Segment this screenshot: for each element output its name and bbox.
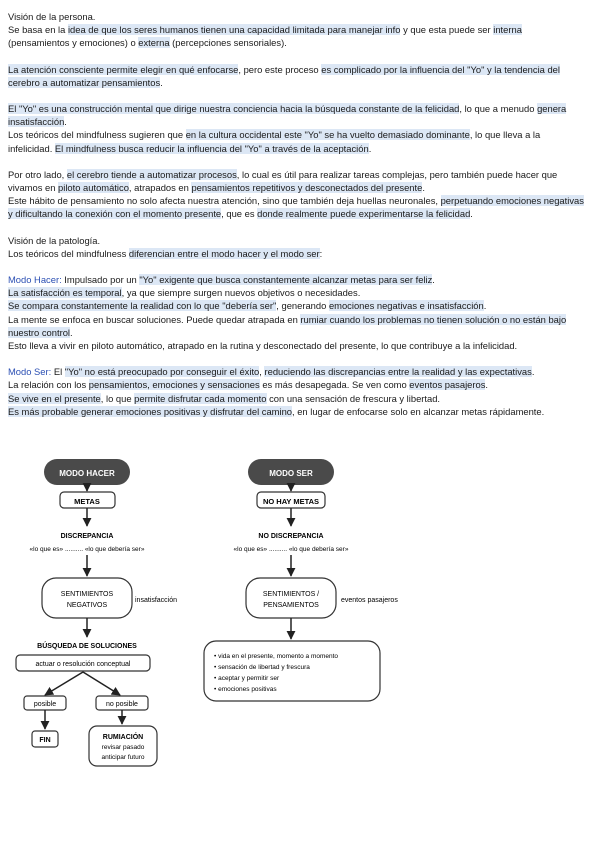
text: , pero este proceso — [238, 63, 322, 75]
sentimientos-negativos-box — [42, 578, 132, 618]
highlight: pensamientos repetitivos y desconectados del presente — [191, 182, 423, 194]
highlight: La satisfacción es temporal — [8, 287, 122, 299]
highlight: emociones negativas e insatisfacción — [328, 300, 484, 312]
text: , atrapados en — [128, 182, 192, 194]
benefit-3: • aceptar y permitir ser — [214, 675, 280, 682]
text: Los teóricos del mindfulness — [8, 247, 129, 259]
text: . — [368, 142, 372, 154]
text: La mente se enfoca en buscar soluciones. Puede quedar atrapada en — [8, 313, 301, 325]
modo-hacer-line-5: Esto lleva a vivir en piloto automático, atrapado en la rutina y desconectado del presente, lo que contribuye a la infelicidad. — [8, 340, 518, 352]
highlight: "Yo" no está preocupado por conseguir el éxito — [64, 366, 260, 378]
highlight: donde realmente puede experimentarse la felicidad — [257, 208, 471, 220]
text: (percepciones sensoriales). — [169, 37, 287, 49]
text: , generando — [276, 300, 329, 312]
posible-label: posible — [33, 701, 57, 708]
highlight: el cerebro tiende a automatizar procesos — [66, 168, 237, 180]
pensamientos-label: PENSAMIENTOS — [263, 602, 319, 609]
text: . — [64, 116, 67, 128]
highlight: en la cultura occidental este "Yo" se ha vuelto demasiado dominante — [185, 129, 470, 141]
rumiacion-label: RUMIACIÓN — [102, 734, 144, 741]
text: , lo que a menudo — [459, 103, 538, 115]
text: . — [160, 76, 163, 88]
benefit-1: • vida en el presente, momento a momento — [214, 653, 339, 660]
text: es más desapegada. Se ven como — [259, 379, 410, 391]
text: . — [432, 274, 435, 286]
highlight: perpetuando emociones negativas y dificultando la conexión con el momento presente — [8, 195, 584, 220]
fin-label: FIN — [39, 737, 51, 744]
eventos-pasajeros-label: eventos pasajeros — [341, 597, 398, 604]
highlight: piloto automático — [58, 182, 129, 194]
highlight: reduciendo las discrepancias entre la realidad y las expectativas — [264, 366, 532, 378]
text: , lo que — [100, 392, 135, 404]
metas-label: METAS — [74, 497, 100, 506]
highlight: externa — [138, 37, 170, 49]
modo-ser-label: Modo Ser: — [8, 366, 52, 378]
anticipar-futuro-label: anticipar futuro — [101, 754, 145, 761]
highlight: interna — [493, 24, 522, 36]
text: . — [470, 208, 473, 220]
text: y que esta puede ser — [400, 24, 494, 36]
text: , que es — [221, 208, 258, 220]
text: . — [422, 182, 425, 194]
highlight: La atención consciente permite elegir en qué enfocarse — [8, 63, 239, 75]
text: Impulsado por un — [61, 274, 140, 286]
modo-hacer-title: MODO HACER — [59, 469, 115, 478]
no-discrepancia-label: NO DISCREPANCIA — [258, 533, 324, 540]
modo-hacer-label: Modo Hacer: — [8, 274, 62, 286]
text: (pensamientos y emociones) o — [8, 37, 139, 49]
highlight: pensamientos, emociones y sensaciones — [88, 379, 260, 391]
heading-patologia: Visión de la patología. — [8, 234, 101, 246]
highlight: rumiar cuando los problemas no tienen solución o no están bajo nuestro control — [8, 313, 567, 338]
modo-ser-title: MODO SER — [269, 469, 313, 478]
text: Se basa en la — [8, 24, 68, 36]
highlight: idea de que los seres humanos tienen una capacidad limitada para manejar info — [67, 24, 401, 36]
text: con una sensación de frescura y libertad. — [266, 392, 441, 404]
highlight: eventos pasajeros — [409, 379, 486, 391]
text: , lo cual es útil para realizar tareas complejas, pero también puede hacer que vivamos en — [8, 168, 558, 194]
text: La relación con los — [8, 379, 89, 391]
text: , lo que lleva a la infelicidad. — [8, 129, 541, 154]
highlight: es complicado por la influencia del "Yo" y la tendencia del cerebro a automatizar pensamientos — [8, 63, 560, 88]
text: . — [485, 379, 488, 391]
text: : — [319, 247, 323, 259]
actuar-label: actuar o resolución conceptual — [35, 661, 131, 668]
highlight: diferencian entre el modo hacer y el modo ser — [128, 247, 320, 259]
sentimientos-pensamientos-box — [246, 578, 336, 618]
text: . — [531, 366, 535, 378]
text: , en lugar de enfocarse solo en alcanzar metas rápidamente. — [292, 405, 545, 417]
negativos-label: NEGATIVOS — [66, 602, 108, 609]
text: , ya que siempre surgen nuevos objetivos o necesidades. — [121, 287, 361, 299]
text: Este hábito de pensamiento no solo afecta nuestra atención, sino que también deja huellas neuronales, — [8, 195, 441, 207]
highlight: El "Yo" es una construcción mental que dirige nuestra conciencia hacia la búsqueda constante de la felicidad — [8, 103, 460, 115]
heading-persona: Visión de la persona. — [8, 11, 96, 22]
compare-label: «lo que es» .......... «lo que debería ser» — [29, 546, 145, 553]
highlight: genera insatisfacción — [8, 103, 567, 128]
text: . — [70, 326, 73, 338]
compare-label-right: «lo que es» .......... «lo que debería ser» — [233, 546, 349, 553]
text: Los teóricos del mindfulness sugieren que — [8, 129, 186, 141]
modo-hacer-diagram — [16, 459, 177, 766]
text: Por otro lado, — [8, 168, 67, 180]
sentimientos-label-right: SENTIMIENTOS / — [262, 591, 320, 598]
highlight: Es más probable generar emociones positivas y disfrutar del camino — [8, 405, 292, 417]
benefit-2: • sensación de libertad y frescura — [214, 664, 310, 671]
highlight: "Yo" exigente que busca constantemente alcanzar metas para ser feliz — [139, 274, 433, 286]
text: El — [51, 366, 65, 378]
no-posible-label: no posible — [106, 701, 138, 708]
no-hay-metas-label: NO HAY METAS — [262, 497, 320, 506]
text: , — [259, 366, 265, 378]
revisar-pasado-label: revisar pasado — [101, 744, 145, 751]
discrepancia-label: DISCREPANCIA — [60, 533, 114, 540]
highlight: Se vive en el presente — [8, 392, 101, 404]
sentimientos-label: SENTIMIENTOS — [60, 591, 114, 598]
highlight: permite disfrutar cada momento — [134, 392, 267, 404]
highlight: Se compara constantemente la realidad con lo que "debería ser" — [8, 300, 277, 312]
busqueda-soluciones-label: BÚSQUEDA DE SOLUCIONES — [37, 643, 137, 650]
text: . — [483, 300, 487, 312]
highlight: El mindfulness busca reducir la influencia del "Yo" a través de la aceptación — [54, 142, 369, 154]
insatisfaccion-label: insatisfacción — [135, 597, 178, 604]
modo-ser-diagram — [204, 459, 398, 701]
benefit-4: • emociones positivas — [214, 686, 277, 693]
